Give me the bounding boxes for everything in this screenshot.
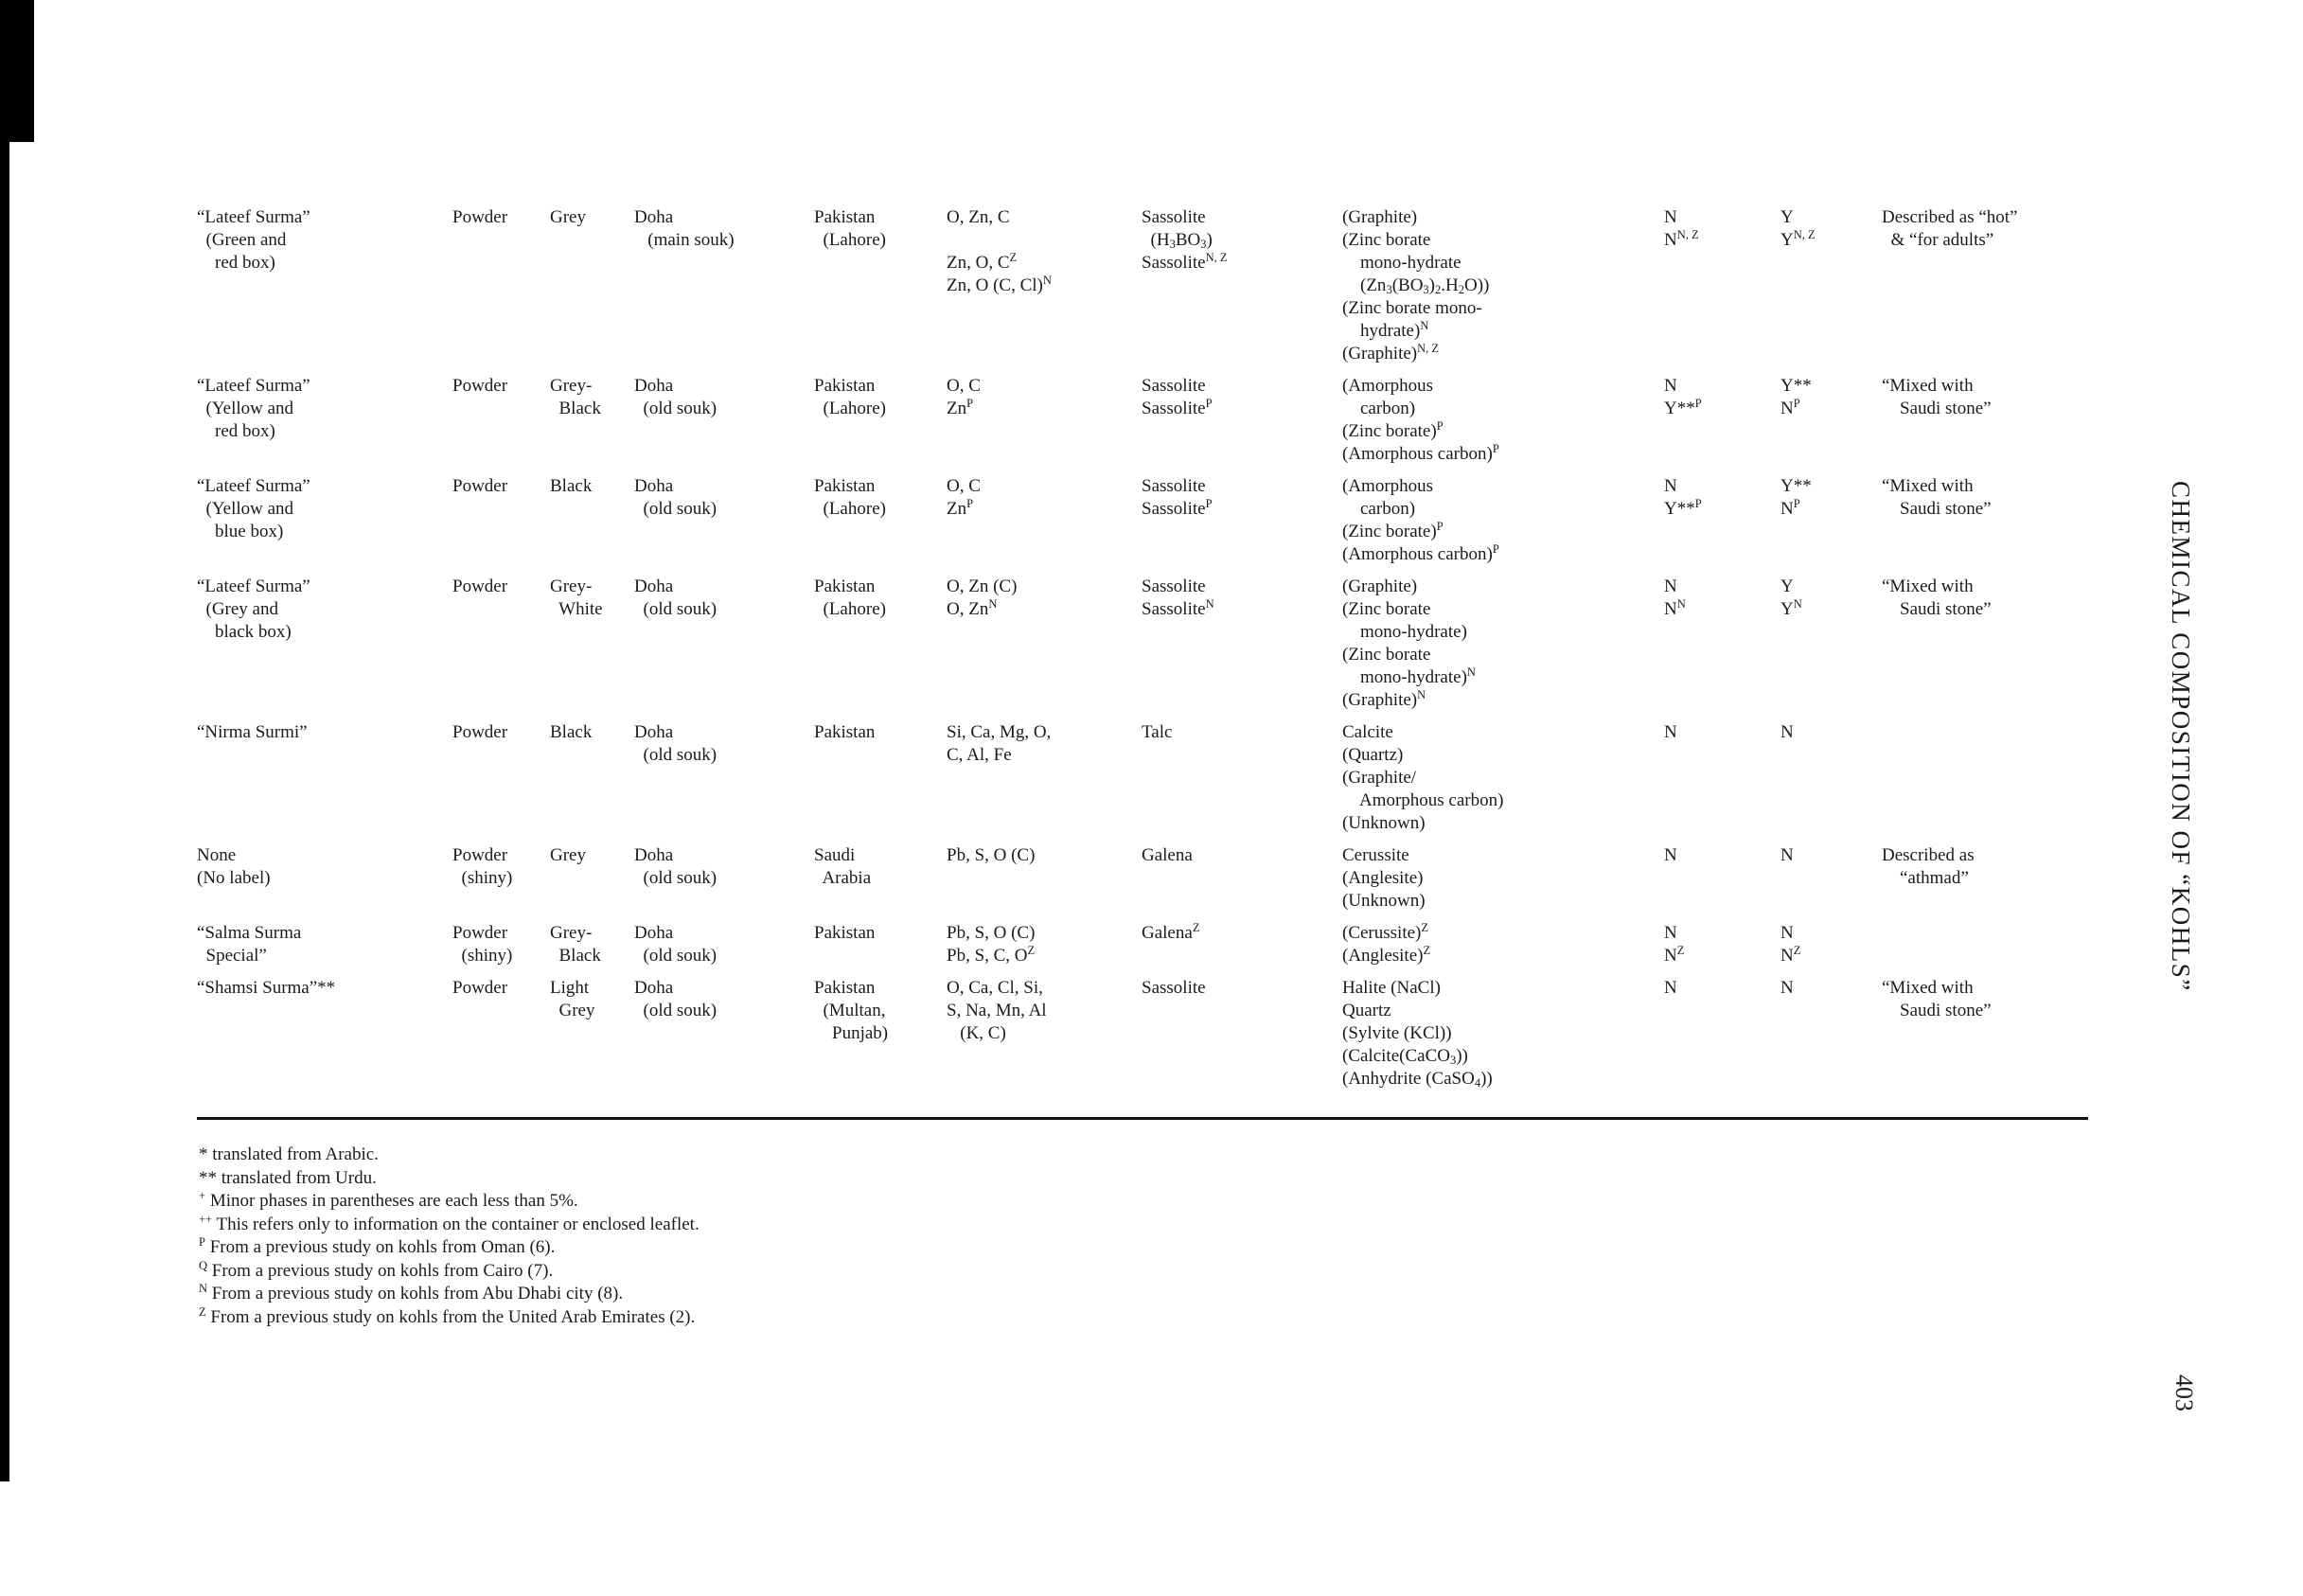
cell-line: Described as “hot” [1882,207,2018,227]
running-head: CHEMICAL COMPOSITION OF “KOHLS” [2167,481,2195,992]
cell-line: Sassolite [1142,576,1206,596]
cell-col-y [1780,375,1882,475]
cell-name [197,721,452,844]
table-row [197,721,2085,844]
cell-line: Doha [634,207,674,227]
cell-line: Powder [452,722,508,742]
cell-line: (Zinc borate [1342,645,1431,665]
cell-line: (Grey and [197,599,278,619]
cell-line: $Y^{N, Z}$ [1780,228,1816,250]
cell-line: Doha [634,722,674,742]
cell-line: Amorphous carbon) [1342,790,1504,810]
cell-origin [814,922,947,977]
cell-comments [1882,977,2085,1100]
cell-name [197,206,452,375]
cell-line: (old souk) [634,1001,717,1020]
cell-line: Doha [634,376,674,396]
cell-col-n [1664,576,1780,721]
cell-line: Pakistan [814,476,876,496]
cell-line: (Zinc borate [1342,599,1431,619]
cell-line: Light [550,978,590,998]
cell-form [452,977,550,1100]
cell-line: carbon) [1342,399,1416,418]
cell-col-y [1780,922,1882,977]
cell-line: (Zinc borate)$^P$ [1342,419,1444,441]
table-row [197,475,2085,576]
cell-line: “Lateef Surma” [197,207,310,227]
cell-line: (Unknown) [1342,891,1426,911]
cell-line: (Yellow and [197,499,294,519]
cell-colour [550,375,634,475]
cell-line: $N^Z$ [1780,944,1801,966]
cell-name [197,922,452,977]
cell-line: red box) [197,253,275,273]
cell-line: red box) [197,421,275,441]
cell-elements [947,977,1142,1100]
cell-line: (Amorphous carbon)$^P$ [1342,442,1499,464]
cell-line: $(H_3BO_3)$ [1142,230,1213,251]
cell-line: Sassolite [1142,376,1206,396]
cell-line: Y [1780,207,1794,227]
kohl-table [197,206,2085,1100]
cell-elements [947,844,1142,922]
cell-line: N [1780,923,1794,943]
cell-major-phase [1142,375,1342,475]
cell-name [197,844,452,922]
cell-form [452,206,550,375]
page-number: 403 [2170,1374,2198,1411]
cell-line: Powder [452,207,508,227]
cell-line: Talc [1142,722,1173,742]
cell-line: Powder [452,576,508,596]
cell-line: O, Ca, Cl, Si, [947,978,1043,998]
cell-line: Doha [634,476,674,496]
table-row [197,844,2085,922]
cell-line: “Lateef Surma” [197,476,310,496]
cell-line: (Amorphous [1342,476,1434,496]
cell-line: Saudi stone” [1882,499,1992,519]
cell-line: Powder [452,845,508,865]
cell-line: Grey [550,845,586,865]
cell-line: Cerussite [1342,845,1409,865]
cell-line: (Lahore) [814,230,886,250]
cell-colour [550,977,634,1100]
cell-line: (old souk) [634,745,717,765]
cell-line: “Lateef Surma” [197,376,310,396]
cell-line: (Graphite) [1342,207,1418,227]
cell-col-n [1664,922,1780,977]
cell-colour [550,576,634,721]
cell-colour [550,844,634,922]
table-row [197,206,2085,375]
kohl-table-body [197,206,2085,1100]
cell-line: $N^{N, Z}$ [1664,228,1699,250]
cell-line: Pb, S, O (C) [947,845,1036,865]
cell-major-phase [1142,922,1342,977]
cell-col-y [1780,721,1882,844]
cell-origin [814,576,947,721]
cell-line: (old souk) [634,868,717,888]
cell-place [634,721,814,844]
cell-major-phase [1142,721,1342,844]
cell-line: S, Na, Mn, Al [947,1001,1047,1020]
cell-line: (old souk) [634,499,717,519]
cell-line: Grey- [550,923,593,943]
cell-elements [947,375,1142,475]
cell-elements [947,922,1142,977]
cell-minor-phases [1342,206,1664,375]
cell-form [452,475,550,576]
table-row [197,375,2085,475]
cell-origin [814,375,947,475]
cell-line: N [1664,978,1677,998]
cell-col-n [1664,475,1780,576]
cell-name [197,576,452,721]
cell-line: (old souk) [634,599,717,619]
cell-line: $N^N$ [1664,597,1686,619]
cell-line: (main souk) [634,230,735,250]
cell-line: Special” [197,946,267,966]
cell-line: $N^P$ [1780,397,1800,418]
cell-major-phase [1142,844,1342,922]
cell-line: Grey [550,1001,595,1020]
cell-origin [814,475,947,576]
cell-line: Described as [1882,845,1975,865]
cell-place [634,375,814,475]
cell-minor-phases [1342,844,1664,922]
footnote: ** translated from Urdu. [199,1167,377,1188]
cell-line: “Nirma Surmi” [197,722,308,742]
cell-line: (Anhydrite (CaSO$_4$)) [1342,1069,1493,1090]
cell-elements [947,475,1142,576]
cell-line: mono-hydrate [1342,253,1462,273]
cell-form [452,721,550,844]
cell-line: (Graphite/ [1342,768,1417,788]
cell-line: (Zinc borate)$^P$ [1342,520,1444,541]
cell-line: (Anglesite) [1342,868,1424,888]
cell-line: Galena$^Z$ [1142,921,1200,943]
cell-line: N [1664,207,1677,227]
cell-line: Grey- [550,376,593,396]
cell-line: mono-hydrate)$^N$ [1342,665,1476,687]
cell-line: Calcite [1342,722,1393,742]
cell-line: (Sylvite (KCl)) [1342,1023,1452,1043]
cell-line: $N^P$ [1780,497,1800,519]
cell-colour [550,922,634,977]
cell-line: Quartz [1342,1001,1391,1020]
cell-line: Doha [634,978,674,998]
cell-line: (Yellow and [197,399,294,418]
cell-line: N [1664,476,1677,496]
cell-line: Sassolite [1142,476,1206,496]
cell-elements [947,721,1142,844]
cell-line: O, C [947,376,981,396]
cell-line: Y** [1780,476,1812,496]
cell-major-phase [1142,576,1342,721]
cell-col-y [1780,977,1882,1100]
footnote: ++ This refers only to information on the container or enclosed leaflet. [199,1212,700,1234]
cell-origin [814,206,947,375]
cell-minor-phases [1342,475,1664,576]
cell-comments [1882,576,2085,721]
footnote: $^P$ From a previous study on kohls from Oman (6). [199,1235,556,1257]
cell-line: Zn, O (C, Cl)$^N$ [947,274,1052,295]
cell-line: Powder [452,923,508,943]
cell-line: (K, C) [947,1023,1006,1043]
cell-place [634,475,814,576]
footnote: $^Z$ From a previous study on kohls from the United Arab Emirates (2). [199,1304,696,1327]
cell-major-phase [1142,475,1342,576]
cell-line: Si, Ca, Mg, O, [947,722,1052,742]
cell-line: (shiny) [452,946,513,966]
cell-line: Doha [634,923,674,943]
cell-line: (Graphite)$^{N, Z}$ [1342,342,1440,364]
cell-place [634,977,814,1100]
cell-comments [1882,475,2085,576]
cell-line: (Lahore) [814,499,886,519]
cell-line: Pb, S, O (C) [947,923,1036,943]
cell-place [634,576,814,721]
table-row [197,922,2085,977]
cell-line: Saudi [814,845,856,865]
cell-line: (Graphite) [1342,576,1418,596]
cell-line: Grey [550,207,586,227]
cell-line: Pakistan [814,376,876,396]
cell-line: N [1664,376,1677,396]
cell-line: N [1664,722,1677,742]
cell-line: (Lahore) [814,599,886,619]
cell-col-y [1780,206,1882,375]
cell-line: Saudi stone” [1882,599,1992,619]
cell-origin [814,977,947,1100]
cell-colour [550,206,634,375]
cell-line: Grey- [550,576,593,596]
cell-col-n [1664,721,1780,844]
cell-line: Y [1780,576,1794,596]
cell-line: “Mixed with [1882,978,1974,998]
table-bottom-rule [197,1117,2088,1120]
cell-line: Pakistan [814,722,876,742]
cell-comments [1882,922,2085,977]
cell-line: black box) [197,622,292,642]
cell-line: Y**$^P$ [1664,397,1702,418]
cell-line: “Shamsi Surma”** [197,978,336,998]
cell-line: Pakistan [814,978,876,998]
cell-line: (Unknown) [1342,813,1426,833]
cell-colour [550,721,634,844]
cell-line: Zn, O, $C^Z$ [947,251,1018,273]
cell-line: N [1664,845,1677,865]
cell-col-n [1664,375,1780,475]
footnote: $^Q$ From a previous study on kohls from Cairo (7). [199,1258,554,1281]
cell-line: (shiny) [452,868,513,888]
cell-minor-phases [1342,375,1664,475]
cell-line: N [1664,923,1677,943]
cell-line: (Zinc borate [1342,230,1431,250]
cell-minor-phases [1342,922,1664,977]
cell-line: “Lateef Surma” [197,576,310,596]
cell-name [197,977,452,1100]
cell-line: Pb, S, C, $O^Z$ [947,944,1036,966]
cell-line: Galena [1142,845,1193,865]
cell-line: mono-hydrate) [1342,622,1467,642]
cell-line: None [197,845,237,865]
cell-colour [550,475,634,576]
cell-line: (No label) [197,868,271,888]
cell-minor-phases [1342,977,1664,1100]
cell-line: “Mixed with [1882,476,1974,496]
cell-line: N [1780,845,1794,865]
cell-comments [1882,206,2085,375]
cell-line: hydrate)$^N$ [1342,319,1429,341]
cell-line: Powder [452,978,508,998]
cell-comments [1882,721,2085,844]
cell-line: O, C [947,476,981,496]
cell-line: O, Zn (C) [947,576,1018,596]
cell-line: Sassolite [1142,207,1206,227]
cell-line: (old souk) [634,946,717,966]
cell-line: Sassolite$^P$ [1142,397,1213,418]
cell-col-y [1780,844,1882,922]
cell-line: & “for adults” [1882,230,1994,250]
cell-line: Arabia [814,868,872,888]
cell-origin [814,844,947,922]
cell-line: Sassolite$^{N, Z}$ [1142,251,1228,273]
cell-line: C, Al, Fe [947,745,1012,765]
cell-col-y [1780,576,1882,721]
cell-line: Sassolite [1142,978,1206,998]
table-row [197,576,2085,721]
cell-line: O, $Zn^N$ [947,597,998,619]
cell-place [634,922,814,977]
cell-line: Saudi stone” [1882,1001,1992,1020]
cell-line: Pakistan [814,576,876,596]
cell-line: (Lahore) [814,399,886,418]
cell-place [634,844,814,922]
footnote: $^N$ From a previous study on kohls from Abu Dhabi city (8). [199,1282,624,1303]
cell-line: Powder [452,476,508,496]
cell-minor-phases [1342,576,1664,721]
cell-line: Doha [634,845,674,865]
cell-line: Saudi stone” [1882,399,1992,418]
cell-line: (old souk) [634,399,717,418]
cell-line: Pakistan [814,923,876,943]
cell-col-n [1664,977,1780,1100]
cell-line: N [1664,576,1677,596]
cell-elements [947,206,1142,375]
cell-line: “Mixed with [1882,576,1974,596]
cell-line: White [550,599,603,619]
cell-line: Doha [634,576,674,596]
cell-form [452,922,550,977]
cell-line: Halite (NaCl) [1342,978,1441,998]
cell-line: (Zinc borate mono- [1342,298,1482,318]
cell-line: N [1780,722,1794,742]
footnotes [199,1144,700,1329]
cell-line: “Salma Surma [197,923,302,943]
cell-line: blue box) [197,522,284,541]
cell-line [947,229,1138,252]
cell-line: $N^Z$ [1664,944,1685,966]
cell-col-y [1780,475,1882,576]
cell-line: Pakistan [814,207,876,227]
cell-line: N [1780,978,1794,998]
cell-line: (Green and [197,230,287,250]
footnote: + Minor phases in parentheses are each less than 5%. [199,1189,578,1211]
cell-elements [947,576,1142,721]
cell-line: Y** [1780,376,1812,396]
cell-line: (Amorphous carbon)$^P$ [1342,542,1499,564]
cell-line: Sassolite$^P$ [1142,497,1213,519]
cell-line: Y**$^P$ [1664,497,1702,519]
cell-comments [1882,844,2085,922]
cell-form [452,844,550,922]
cell-line: Punjab) [814,1023,889,1043]
cell-line: (Cerussite)$^Z$ [1342,921,1429,943]
cell-line: (Quartz) [1342,745,1404,765]
scan-artifact-left-edge [0,0,9,1481]
cell-line: O, Zn, C [947,207,1010,227]
cell-line: (Calcite(CaCO$_3$)) [1342,1046,1468,1067]
table-row [197,977,2085,1100]
cell-line: $Y^N$ [1780,597,1802,619]
cell-major-phase [1142,206,1342,375]
cell-line: (Multan, [814,1001,886,1020]
cell-place [634,206,814,375]
cell-origin [814,721,947,844]
cell-line: Black [550,722,593,742]
footnote: * translated from Arabic. [199,1144,379,1164]
cell-form [452,375,550,475]
cell-line: Powder [452,376,508,396]
cell-line: Black [550,946,601,966]
cell-line: Black [550,399,601,418]
cell-line: Black [550,476,593,496]
cell-col-n [1664,206,1780,375]
cell-line: carbon) [1342,499,1416,519]
cell-minor-phases [1342,721,1664,844]
cell-comments [1882,375,2085,475]
cell-name [197,475,452,576]
cell-line: $(Zn_3(BO_3)_2.H_2O)$) [1342,275,1490,296]
cell-col-n [1664,844,1780,922]
cell-name [197,375,452,475]
cell-line: “athmad” [1882,868,1969,888]
cell-major-phase [1142,977,1342,1100]
cell-line: “Mixed with [1882,376,1974,396]
cell-form [452,576,550,721]
cell-line: (Anglesite)$^Z$ [1342,944,1431,966]
kohl-composition-table [197,206,2085,1100]
cell-line: (Graphite)$^N$ [1342,688,1426,710]
cell-line: (Amorphous [1342,376,1434,396]
cell-line: $Zn^P$ [947,397,974,418]
cell-line: Sassolite$^N$ [1142,597,1214,619]
cell-line: $Zn^P$ [947,497,974,519]
